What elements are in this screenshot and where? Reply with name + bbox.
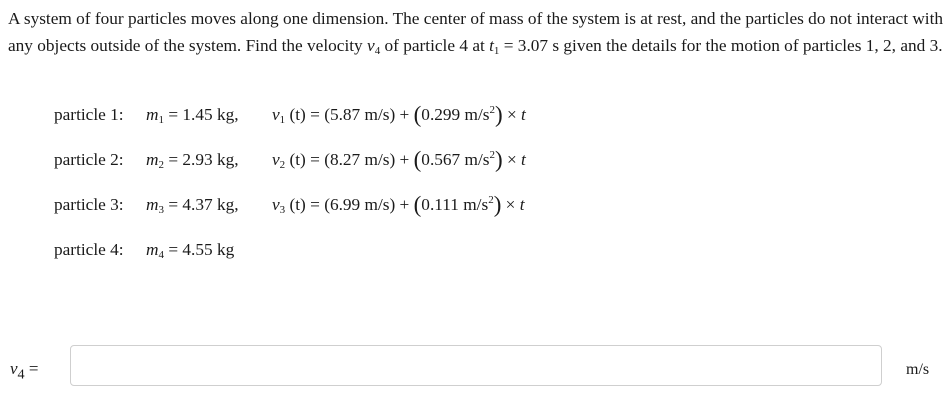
mass-expression	[146, 145, 239, 175]
mass-subscript: 3	[158, 204, 164, 216]
velocity-subscript: 1	[279, 114, 286, 126]
mass-expression	[146, 190, 239, 220]
mass-subscript: 2	[158, 159, 164, 171]
mass-expression	[146, 235, 234, 265]
velocity-subscript: 2	[279, 159, 286, 171]
times-sign: ×	[502, 150, 522, 169]
velocity-symbol: v	[272, 105, 280, 124]
close-paren: )	[494, 102, 503, 127]
acceleration-value: 0.567 m/s	[421, 150, 490, 169]
problem-text-part-3: = 3.07 s given the details for the motion of particles 1, 2, and 3.	[499, 35, 943, 55]
squared-exponent: 2	[489, 149, 495, 161]
velocity-initial: (t) = (6.99 m/s) +	[289, 195, 414, 214]
squared-exponent: 2	[489, 104, 495, 116]
particle-label: particle 2:	[54, 150, 124, 169]
time-variable: t	[519, 195, 525, 214]
velocity-symbol: v	[272, 150, 280, 169]
open-paren: (	[413, 147, 422, 172]
particle-label: particle 4:	[54, 240, 124, 259]
answer-unit: m/s	[906, 361, 930, 378]
mass-value: = 1.45 kg,	[168, 105, 239, 124]
velocity-subscript: 4	[374, 44, 381, 57]
answer-input[interactable]	[70, 345, 882, 386]
acceleration-value: 0.111 m/s	[421, 195, 489, 214]
velocity-initial: (t) = (8.27 m/s) +	[289, 150, 414, 169]
mass-symbol: m	[146, 240, 159, 259]
velocity-subscript: 3	[279, 204, 286, 216]
velocity-expression	[272, 145, 526, 175]
times-sign: ×	[502, 105, 522, 124]
answer-velocity-subscript: 4	[17, 366, 25, 383]
velocity-initial: (t) = (5.87 m/s) +	[289, 105, 414, 124]
close-paren: )	[494, 147, 503, 172]
mass-value: = 4.37 kg,	[168, 195, 239, 214]
velocity-symbol: v	[367, 35, 375, 55]
mass-subscript: 4	[158, 249, 164, 261]
open-paren: (	[413, 102, 422, 127]
answer-velocity-symbol: v	[10, 359, 18, 378]
time-symbol: t	[489, 35, 494, 55]
velocity-symbol: v	[272, 195, 280, 214]
problem-text-part-2: of particle 4 at	[380, 35, 490, 55]
close-paren: )	[493, 192, 502, 217]
velocity-expression	[272, 100, 526, 130]
particle-label: particle 3:	[54, 195, 124, 214]
open-paren: (	[413, 192, 422, 217]
mass-value: = 2.93 kg,	[168, 150, 239, 169]
mass-symbol: m	[146, 195, 159, 214]
problem-statement	[8, 6, 944, 59]
time-subscript: 1	[493, 44, 500, 57]
problem-text-part-1: A system of four particles moves along one dimension. The center of mass of the system is at rest, and the particles do not interact with any objects outside of the system. Find the velocity	[8, 9, 944, 55]
answer-label	[10, 356, 38, 387]
acceleration-value: 0.299 m/s	[421, 105, 490, 124]
time-variable: t	[521, 150, 526, 169]
velocity-expression	[272, 190, 525, 220]
answer-equals-sign: =	[24, 359, 39, 378]
particle-label: particle 1:	[54, 105, 124, 124]
mass-expression	[146, 100, 239, 130]
time-variable: t	[521, 105, 526, 124]
mass-value: = 4.55 kg	[168, 240, 235, 259]
mass-symbol: m	[146, 105, 159, 124]
mass-symbol: m	[146, 150, 159, 169]
squared-exponent: 2	[488, 194, 494, 206]
times-sign: ×	[501, 195, 520, 214]
mass-subscript: 1	[158, 114, 164, 126]
